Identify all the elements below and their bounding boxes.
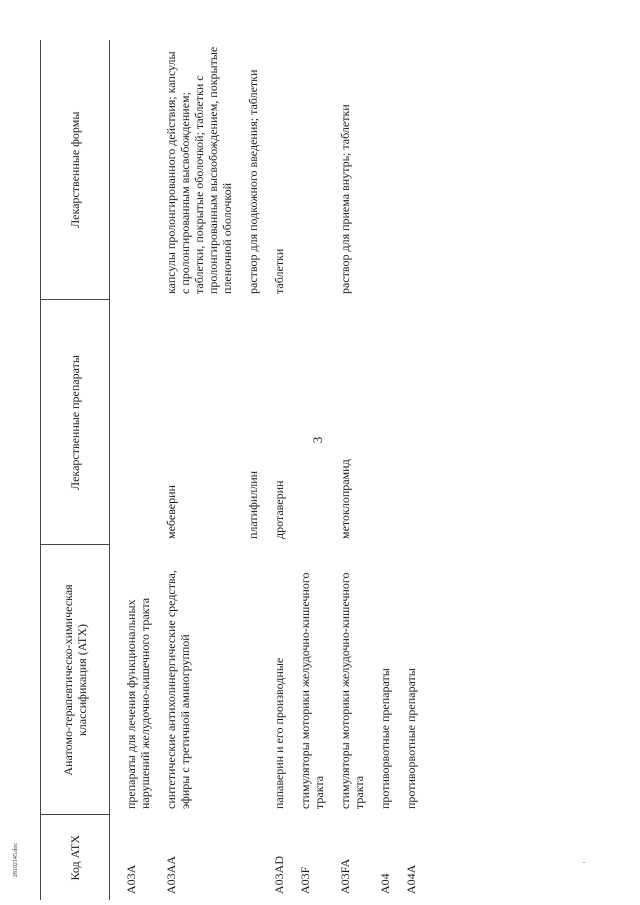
rotated-table-container — [40, 20, 585, 900]
forms-cell — [398, 40, 424, 300]
atc-code-cell: A03AD — [272, 856, 286, 894]
drug-cell — [110, 300, 159, 545]
table-header-row — [41, 40, 110, 900]
table-row — [398, 40, 424, 900]
atc-code-cell: A04A — [404, 864, 418, 894]
drug-cell: метоклопрамид — [338, 459, 352, 539]
drug-cell — [372, 300, 398, 545]
table-row — [372, 40, 398, 900]
atc-code-cell: A03AA — [164, 856, 178, 894]
atc-code-cell: A03FA — [338, 858, 352, 894]
forms-cell: раствор для приема внутрь; таблетки — [338, 104, 352, 294]
header-atc-code: Код ATX — [41, 815, 110, 900]
table-row — [240, 40, 266, 900]
page-number: 3 — [310, 436, 325, 444]
classification-cell: препараты для лечения функциональных нарушений желудочно-кишечного тракта — [124, 597, 152, 809]
drug-cell: мебеверин — [164, 485, 178, 539]
table-row — [332, 40, 372, 900]
atc-code-cell: A03A — [124, 864, 138, 894]
header-atc-classification: Анатомо-терапевтическо-химическая классификация (ATX) — [41, 545, 110, 815]
table-row — [266, 40, 292, 900]
classification-cell: противорвотные препараты — [378, 668, 392, 809]
forms-cell: капсулы пролонгированного действия; капсулы с пролонгированным высвобождением; таблетки, покрытые оболочкой; таблетки с пролонгированным высвобождением, покрытые пленочной оболочкой — [164, 46, 234, 294]
table-row — [158, 40, 240, 900]
atc-code-cell: A04 — [378, 873, 392, 894]
forms-cell: раствор для подкожного введения; таблетки — [246, 69, 260, 294]
drug-cell: дротаверин — [272, 480, 286, 539]
atc-code-cell: A03F — [298, 866, 312, 894]
classification-cell: стимуляторы моторики желудочно-кишечного тракта — [298, 572, 326, 809]
forms-cell — [292, 40, 332, 300]
atc-drug-table — [40, 40, 424, 900]
table-row — [110, 40, 159, 900]
drug-cell — [398, 300, 424, 545]
classification-cell: синтетические антихолинергические средства, эфиры с третичной аминогруппой — [164, 570, 192, 809]
header-dosage-forms: Лекарственные формы — [41, 40, 110, 300]
forms-cell: таблетки — [272, 248, 286, 294]
forms-cell — [372, 40, 398, 300]
classification-cell: папаверин и его производные — [272, 657, 286, 809]
drug-cell: платифиллин — [246, 470, 260, 539]
header-drugs: Лекарственные препараты — [41, 300, 110, 545]
table-row — [292, 40, 332, 900]
atc-code-cell — [240, 815, 266, 900]
forms-cell — [110, 40, 159, 300]
document-file-code: 28102145.doc — [13, 842, 19, 878]
drug-cell — [292, 300, 332, 545]
classification-cell: стимуляторы моторики желудочно-кишечного тракта — [338, 572, 366, 809]
classification-cell — [240, 545, 266, 815]
classification-cell: противорвотные препараты — [404, 668, 418, 809]
